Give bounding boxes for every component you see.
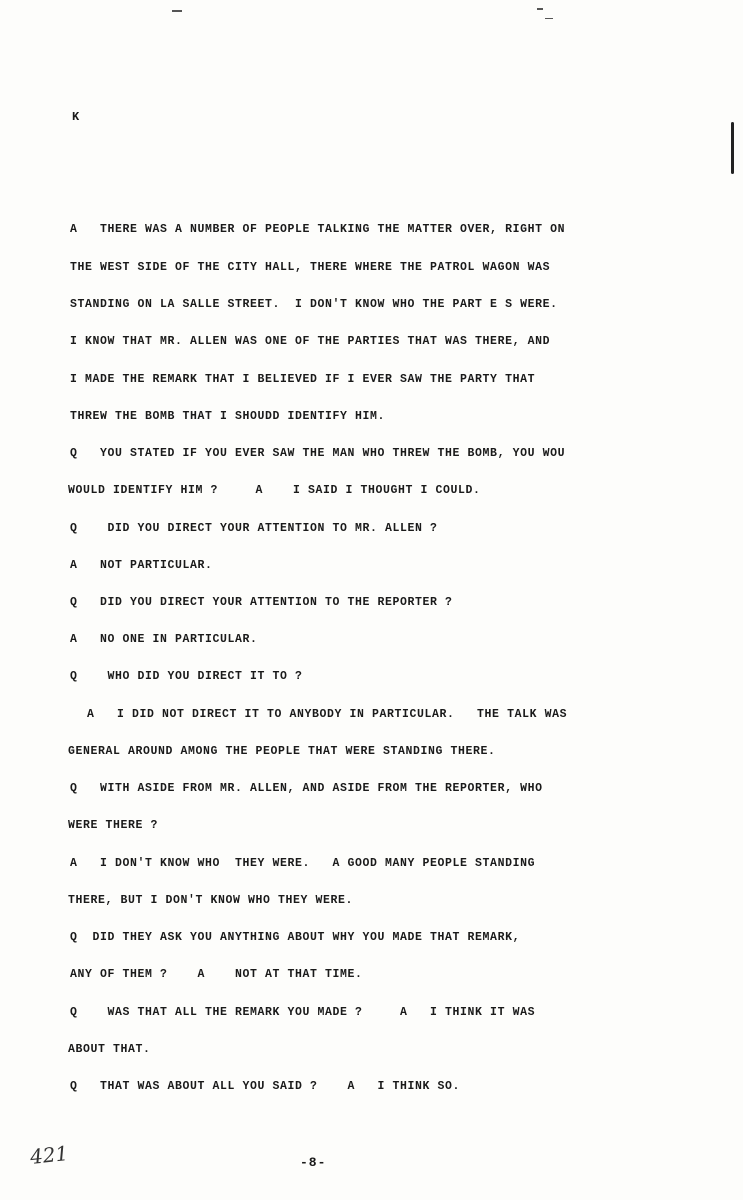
transcript-line: WERE THERE ? <box>68 819 159 832</box>
corner-mark: K <box>72 110 80 124</box>
transcript-line: Q WAS THAT ALL THE REMARK YOU MADE ? A I THINK IT WAS <box>70 1006 536 1019</box>
transcript-line: GENERAL AROUND AMONG THE PEOPLE THAT WERE STANDING THERE. <box>68 745 496 758</box>
transcript-line: Q DID YOU DIRECT YOUR ATTENTION TO THE REPORTER ? <box>70 596 453 609</box>
transcript-line: THREW THE BOMB THAT I SHOUDD IDENTIFY HIM. <box>70 410 386 423</box>
transcript-line: THE WEST SIDE OF THE CITY HALL, THERE WHERE THE PATROL WAGON WAS <box>70 261 551 274</box>
transcript-line: Q DID THEY ASK YOU ANYTHING ABOUT WHY YOU MADE THAT REMARK, <box>70 931 521 944</box>
transcript-line: Q DID YOU DIRECT YOUR ATTENTION TO MR. ALLEN ? <box>70 522 438 535</box>
transcript-line: ANY OF THEM ? A NOT AT THAT TIME. <box>70 968 363 981</box>
transcript-line: I KNOW THAT MR. ALLEN WAS ONE OF THE PARTIES THAT WAS THERE, AND <box>70 335 551 348</box>
scan-edge-mark <box>731 122 734 174</box>
transcript-line: Q YOU STATED IF YOU EVER SAW THE MAN WHO THREW THE BOMB, YOU WOU <box>70 447 566 460</box>
transcript-line: I MADE THE REMARK THAT I BELIEVED IF I EVER SAW THE PARTY THAT <box>70 373 536 386</box>
page-number: -8- <box>300 1155 327 1170</box>
scan-speck <box>537 8 543 10</box>
transcript-line: A I DID NOT DIRECT IT TO ANYBODY IN PARTICULAR. THE TALK WAS <box>72 708 568 721</box>
transcript-line: ABOUT THAT. <box>68 1043 151 1056</box>
transcript-line: A NOT PARTICULAR. <box>70 559 213 572</box>
transcript-line: A I DON'T KNOW WHO THEY WERE. A GOOD MANY PEOPLE STANDING <box>70 857 536 870</box>
transcript-line: STANDING ON LA SALLE STREET. I DON'T KNOW WHO THE PART E S WERE. <box>70 298 558 311</box>
handwritten-page-note: 421 <box>28 1141 70 1169</box>
transcript-line: Q THAT WAS ABOUT ALL YOU SAID ? A I THINK SO. <box>70 1080 461 1093</box>
transcript-line: Q WITH ASIDE FROM MR. ALLEN, AND ASIDE FROM THE REPORTER, WHO <box>70 782 543 795</box>
transcript-line: A NO ONE IN PARTICULAR. <box>70 633 258 646</box>
transcript-line: A THERE WAS A NUMBER OF PEOPLE TALKING THE MATTER OVER, RIGHT ON <box>70 223 566 236</box>
scan-speck <box>545 18 553 19</box>
transcript-line: Q WHO DID YOU DIRECT IT TO ? <box>70 670 303 683</box>
transcript-line: THERE, BUT I DON'T KNOW WHO THEY WERE. <box>68 894 354 907</box>
transcript-line: WOULD IDENTIFY HIM ? A I SAID I THOUGHT I COULD. <box>68 484 481 497</box>
scan-speck <box>172 10 182 12</box>
